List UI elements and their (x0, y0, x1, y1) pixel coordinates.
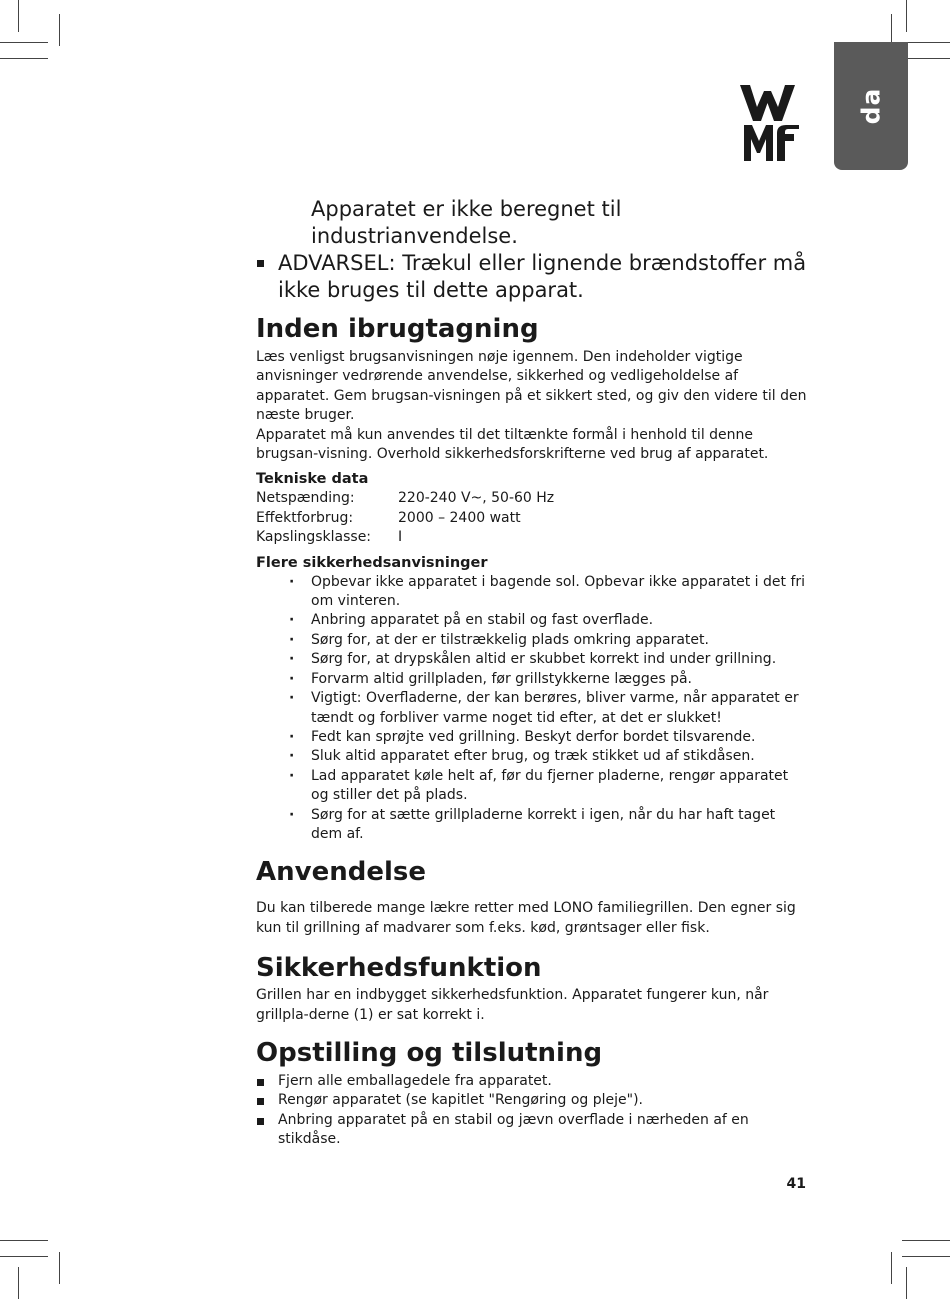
language-tab (834, 42, 908, 170)
before-use-paragraph: Apparatet må kun anvendes til det tiltænkte formål i henhold til denne brugsan-visning. Overhold sikkerhedsforskrifterne ved brug af apparatet. (256, 426, 769, 463)
crop-mark (59, 14, 60, 46)
list-item: · Sørg for, at drypskålen altid er skubbet korrekt ind under grillning. (289, 650, 808, 669)
list-item: · Vigtigt: Overfladerne, der kan berøres, bliver varme, når apparatet er tændt og forbliver varme noget tid efter, at det er slukket! (289, 689, 808, 728)
subheading-tech-data: Tekniske data (256, 471, 369, 488)
list-item: · Opbevar ikke apparatet i bagende sol. Opbevar ikke apparatet i det fri om vinteren. (289, 573, 808, 612)
list-item: · Anbring apparatet på en stabil og fast overflade. (289, 611, 808, 630)
crop-mark (0, 1240, 48, 1241)
crop-mark (59, 1252, 60, 1284)
crop-mark (18, 1267, 19, 1299)
list-item: Fjern alle emballagedele fra apparatet. (256, 1072, 808, 1091)
before-use-paragraph: Læs venligst brugsanvisningen nøje igennem. Den indeholder vigtige anvisninger vedrørende anvendelse, sikkerhed og vedligeholdelse af apparatet. Gem brugsan-visningen på et sikkert sted, og giv den videre til den næste bruger. (256, 349, 807, 424)
tech-data-value: 2000 – 2400 watt (398, 509, 521, 526)
crop-mark (18, 0, 19, 32)
wmf-logo-icon (740, 85, 802, 161)
crop-mark (906, 0, 907, 32)
crop-mark (902, 1256, 950, 1257)
list-item: Anbring apparatet på en stabil og jævn overflade i nærheden af en stikdåse. (256, 1111, 808, 1150)
list-item: · Sluk altid apparatet efter brug, og træk stikket ud af stikdåsen. (289, 747, 808, 766)
list-item: Rengør apparatet (se kapitlet "Rengøring og pleje"). (256, 1091, 808, 1110)
safety-function-paragraph: Grillen har en indbygget sikkerhedsfunktion. Apparatet fungerer kun, når grillpla-derne (1) er sat korrekt i. (256, 987, 769, 1023)
crop-mark (902, 58, 950, 59)
warning-item: ADVARSEL: Trækul eller lignende brændstoffer må ikke bruges til dette apparat. (256, 250, 808, 304)
tech-data-key: Netspænding: (256, 490, 355, 507)
list-item: · Lad apparatet køle helt af, før du fjerner pladerne, rengør apparatet og stiller det på plads. (289, 767, 808, 806)
table-row (256, 489, 554, 508)
crop-mark (891, 1252, 892, 1284)
crop-mark (902, 42, 950, 43)
section-heading-setup: Opstilling og tilslutning (256, 1037, 603, 1068)
tech-data-table (256, 489, 554, 547)
language-tab-label: da (856, 87, 886, 125)
tech-data-key: Effektforbrug: (256, 509, 354, 526)
list-item: · Sørg for, at der er tilstrækkelig plads omkring apparatet. (289, 631, 808, 650)
crop-mark (906, 1267, 907, 1299)
setup-list (256, 1072, 808, 1150)
section-heading-safety-function: Sikkerhedsfunktion (256, 953, 542, 984)
list-item: · Fedt kan sprøjte ved grillning. Beskyt derfor bordet tilsvarende. (289, 728, 808, 747)
safety-list (256, 573, 808, 845)
intro-continued-text: Apparatet er ikke beregnet til industrianvendelse. (311, 197, 622, 248)
section-heading-usage: Anvendelse (256, 857, 426, 888)
table-row (256, 509, 554, 528)
page-content (256, 196, 808, 1150)
tech-data-key: Kapslingsklasse: (256, 529, 372, 546)
page-number: 41 (786, 1176, 806, 1192)
subheading-safety: Flere sikkerhedsanvisninger (256, 554, 488, 571)
crop-mark (0, 1256, 48, 1257)
usage-paragraph: Du kan tilberede mange lækre retter med LONO familiegrillen. Den egner sig kun til grillning af madvarer som f.eks. kød, grøntsager eller fisk. (256, 900, 796, 936)
section-heading-before-use: Inden ibrugtagning (256, 314, 539, 344)
crop-mark (0, 42, 48, 43)
tech-data-value: I (398, 529, 403, 546)
list-item: · Forvarm altid grillpladen, før grillstykkerne lægges på. (289, 670, 808, 689)
crop-mark (902, 1240, 950, 1241)
table-row (256, 528, 554, 547)
tech-data-value: 220-240 V~, 50-60 Hz (398, 490, 555, 507)
crop-mark (0, 58, 48, 59)
intro-warning-list (256, 250, 808, 304)
list-item: · Sørg for at sætte grillpladerne korrekt i igen, når du har haft taget dem af. (289, 806, 808, 845)
